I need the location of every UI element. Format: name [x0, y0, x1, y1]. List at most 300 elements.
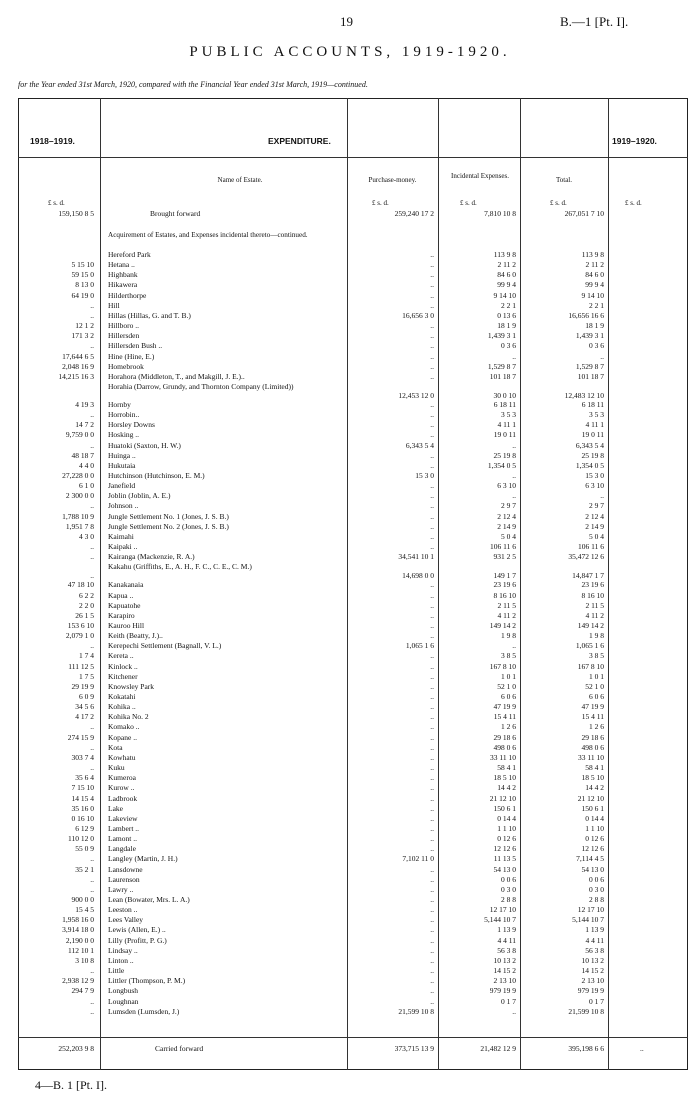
- page-header: [0, 14, 700, 32]
- estate-name: Kokatahi: [108, 692, 136, 701]
- brought-prev: 159,150 8 5: [58, 209, 94, 218]
- total-amount: 2 2 1: [589, 300, 604, 310]
- estate-name: Kohika No. 2: [108, 712, 149, 722]
- estate-name: Hosking ..: [108, 430, 140, 440]
- total-amount: 2 11 5: [585, 600, 604, 610]
- total-column-header: Total.: [555, 176, 573, 184]
- incidental-expenses: 106 11 6: [490, 542, 516, 552]
- prev-year-amount: 1,958 16 0: [62, 915, 94, 925]
- total-amount: 6,343 5 4: [575, 440, 604, 450]
- prev-year-amount: 1 7 5: [79, 671, 94, 681]
- total-amount: 1 2 6: [589, 722, 604, 732]
- prev-year-amount: 2,048 16 9: [62, 361, 94, 371]
- section-heading: Acquirement of Estates, and Expenses incidental thereto—continued.: [108, 231, 308, 239]
- purchase-money: ..: [430, 986, 434, 996]
- prev-year-amount: 303 7 4: [71, 752, 94, 762]
- estate-name: Kerepechi Settlement (Bagnall, V. L.): [108, 641, 222, 651]
- total-amount: 2 8 8: [589, 895, 604, 904]
- estate-name: Highbank: [108, 270, 138, 280]
- carried-total: 395,198 6 6: [568, 1044, 604, 1053]
- prev-year-amount: ..: [90, 440, 94, 450]
- estate-name: Kitchener: [108, 671, 138, 681]
- right-unit-label: £ s. d.: [625, 199, 642, 207]
- prev-year-amount: ..: [90, 552, 94, 562]
- incidental-expenses: 2 11 5: [497, 600, 516, 610]
- column-divider: [347, 98, 348, 1070]
- purchase-money: ..: [430, 531, 434, 541]
- incidental-expenses: 18 1 9: [497, 321, 516, 331]
- prev-year-amount: 5 15 10: [71, 260, 94, 270]
- prev-unit-label: £ s. d.: [48, 199, 65, 207]
- estate-name: Lindsay ..: [108, 945, 138, 955]
- incidental-expenses: 1,439 3 1: [487, 331, 516, 341]
- total-amount: 1 13 9: [585, 925, 604, 935]
- purchase-money: ..: [430, 722, 434, 732]
- incidental-expenses: 0 1 7: [501, 996, 516, 1006]
- total-amount: 35,472 12 6: [568, 552, 604, 562]
- total-amount: ..: [600, 491, 604, 501]
- total-amount: 5,144 10 7: [572, 915, 604, 925]
- total-amount: 2 9 7: [589, 501, 604, 511]
- purchase-money: ..: [430, 712, 434, 722]
- total-amount: 3 8 5: [589, 651, 604, 661]
- incidental-expenses: ..: [512, 471, 516, 480]
- incidental-expenses: 56 3 8: [497, 945, 516, 955]
- prev-year-amount: 111 12 5: [68, 661, 94, 671]
- total-rule: [18, 1037, 688, 1038]
- brought-total: 267,051 7 10: [564, 209, 604, 218]
- incidental-expenses: 2 12 4: [497, 511, 516, 521]
- column-divider: [438, 98, 439, 1070]
- total-amount: 1,529 8 7: [575, 361, 604, 371]
- estate-name: Jungle Settlement No. 1 (Jones, J. S. B.): [108, 511, 229, 521]
- purchase-money: ..: [430, 511, 434, 521]
- incidental-expenses: 2 2 1: [501, 300, 516, 310]
- incidental-expenses: ..: [512, 1006, 516, 1016]
- incidental-expenses: 2 9 7: [501, 501, 516, 511]
- estate-name: Kuku: [108, 763, 125, 773]
- prev-year-amount: 35 2 1: [75, 864, 94, 874]
- total-amount: 2 14 9: [585, 521, 604, 531]
- total-amount: 4 11 1: [585, 420, 604, 430]
- prev-year-amount: 1,951 7 8: [65, 521, 94, 531]
- prev-year-amount: 153 6 10: [67, 620, 94, 630]
- estate-name: Hetana ..: [108, 260, 135, 270]
- carried-label: Carried forward: [155, 1044, 204, 1053]
- purchase-money: ..: [430, 410, 434, 420]
- incidental-expenses: 1 9 8: [501, 631, 516, 641]
- prev-year-amount: 14,215 16 3: [58, 371, 94, 381]
- incidental-expenses: 15 4 11: [493, 712, 516, 722]
- total-amount: 4 4 11: [585, 935, 604, 945]
- incidental-expenses: 4 4 11: [497, 935, 516, 945]
- prev-year-amount: 112 10 1: [68, 945, 94, 955]
- incidental-expenses: 58 4 1: [497, 763, 516, 773]
- page-title: PUBLIC ACCOUNTS, 1919-1920.: [189, 44, 511, 60]
- purchase-money: ..: [430, 702, 434, 712]
- estate-name: Horahora (Middleton, T., and Makgill, J. E.)..: [108, 371, 245, 381]
- incidental-expenses: 931 2 5: [493, 552, 516, 562]
- prev-year-amount: 2,079 1 0: [65, 631, 94, 641]
- prev-year-amount: 1 7 4: [79, 651, 94, 661]
- incidental-expenses: ..: [512, 440, 516, 450]
- purchase-money: ..: [430, 651, 434, 661]
- purchase-money: ..: [430, 580, 434, 590]
- brought-label: Brought forward: [150, 209, 201, 218]
- estate-name: Janefield: [108, 481, 136, 491]
- incidental-expenses: 14 4 2: [497, 783, 516, 793]
- incidental-expenses: 1 2 6: [501, 722, 516, 732]
- estate-name: Kaipaki ..: [108, 542, 138, 552]
- purchase-money: ..: [430, 925, 434, 935]
- purchase-money: ..: [430, 752, 434, 762]
- prev-year-amount: 2 300 0 0: [65, 491, 94, 501]
- incidental-expenses: 979 19 9: [489, 986, 516, 996]
- prev-year-amount: 47 18 10: [67, 580, 94, 590]
- estate-name: Lewis (Allen, E.) ..: [108, 925, 166, 935]
- carried-purchase: 373,715 13 9: [394, 1044, 434, 1053]
- total-amount: 21,599 10 8: [568, 1006, 604, 1016]
- prev-year-amount: 17,644 6 5: [62, 351, 94, 361]
- incidental-expenses: 18 5 10: [493, 773, 516, 783]
- prev-year-amount: 2 2 0: [79, 600, 94, 610]
- purchase-money: ..: [430, 260, 434, 270]
- purchase-money: ..: [430, 351, 434, 361]
- incidental-expenses: 19 0 11: [493, 430, 516, 440]
- estate-name: Kumeroa: [108, 773, 136, 783]
- estate-name: Lakeview: [108, 813, 138, 823]
- total-amount: 58 4 1: [585, 763, 604, 773]
- page-reference: B.—1 [Pt. I].: [560, 14, 629, 29]
- total-amount: 150 6 1: [581, 803, 604, 813]
- estate-name: Hillersden Bush ..: [108, 341, 163, 351]
- estate-name: Keith (Beatty, J.)..: [108, 631, 163, 641]
- total-amount: 1,065 1 6: [575, 641, 604, 651]
- total-amount: 1 0 1: [589, 671, 604, 681]
- estate-name: Huinga ..: [108, 450, 136, 460]
- total-amount: ..: [600, 351, 604, 361]
- total-amount: 6 0 6: [589, 692, 604, 701]
- total-amount: 0 14 4: [585, 813, 604, 823]
- incidental-expenses: 2 13 10: [493, 976, 516, 986]
- purchase-money: ..: [430, 732, 434, 742]
- purchase-money: ..: [430, 620, 434, 630]
- estate-name: Lamont ..: [108, 834, 137, 844]
- incidental-expenses: 12 12 6: [493, 844, 516, 854]
- total-amount: 18 5 10: [581, 773, 604, 783]
- total-amount: 12 12 6: [581, 844, 604, 854]
- total-amount: 84 6 0: [585, 270, 604, 280]
- estate-name: Linton ..: [108, 955, 134, 965]
- estate-name: Kota: [108, 742, 123, 752]
- purchase-money: ..: [430, 610, 434, 620]
- purchase-money: ..: [430, 884, 434, 894]
- column-divider: [608, 98, 609, 1070]
- incidental-expenses: 14 15 2: [493, 966, 516, 976]
- total-amount: 2 11 2: [585, 260, 604, 270]
- total-amount: 2 12 4: [585, 511, 604, 521]
- incidental-expenses: 21 12 10: [489, 793, 516, 803]
- estate-name: Hutchinson (Hutchinson, E. M.): [108, 471, 205, 480]
- estate-name: Knowsley Park: [108, 681, 155, 691]
- estate-name: Kairanga (Mackenzie, R. A.): [108, 552, 195, 562]
- purchase-money: 7,102 11 0: [402, 854, 434, 864]
- total-amount: 2 13 10: [581, 976, 604, 986]
- prev-year-amount: ..: [90, 874, 94, 884]
- estate-name: Kohika ..: [108, 702, 136, 712]
- total-amount: 9 14 10: [581, 290, 604, 300]
- incidental-expenses: 6 0 6: [501, 692, 516, 701]
- incidental-expenses: 1,354 0 5: [487, 460, 516, 470]
- estate-name: Kereta ..: [108, 651, 134, 661]
- incidental-expenses: 10 13 2: [493, 955, 516, 965]
- purchase-money: ..: [430, 600, 434, 610]
- prev-year-amount: ..: [90, 410, 94, 420]
- prev-year-amount: 14 15 4: [71, 793, 94, 803]
- prev-year-amount: 6 0 9: [79, 692, 94, 701]
- prev-year-amount: 2,190 0 0: [65, 935, 94, 945]
- purchase-money: ..: [430, 905, 434, 915]
- estate-name: Hill: [108, 300, 120, 310]
- prev-year-amount: 4 17 2: [75, 712, 94, 722]
- purchase-money: ..: [430, 976, 434, 986]
- total-amount: 15 4 11: [581, 712, 604, 722]
- prev-year-amount: 2,938 12 9: [62, 976, 94, 986]
- purchase-money: ..: [430, 631, 434, 641]
- incidental-expenses: 3 8 5: [501, 651, 516, 661]
- total-amount: 6 3 10: [585, 481, 604, 491]
- incidental-expenses: 29 18 6: [493, 732, 516, 742]
- page-footer: 4—B. 1 [Pt. I].: [35, 1078, 107, 1092]
- incidental-expenses: ..: [512, 641, 516, 651]
- estate-name: Karapiro: [108, 610, 135, 620]
- prev-year-amount: 274 15 9: [67, 732, 94, 742]
- total-amount: 29 18 6: [581, 732, 604, 742]
- total-amount: 113 9 8: [581, 250, 604, 259]
- total-amount: 15 3 0: [585, 471, 604, 480]
- estate-name: Lumsden (Lumsden, J.): [108, 1006, 180, 1016]
- incidental-expenses: 5,144 10 7: [484, 915, 516, 925]
- total-amount: 52 1 0: [585, 681, 604, 691]
- purchase-money: ..: [430, 501, 434, 511]
- prev-year-amount: 48 18 7: [71, 450, 94, 460]
- estate-name: Lansdowne: [108, 864, 143, 874]
- incidental-expenses: 12 17 10: [489, 905, 516, 915]
- column-divider: [100, 98, 101, 1070]
- prev-year-amount: ..: [90, 722, 94, 732]
- prev-year-amount: ..: [90, 966, 94, 976]
- purchase-money: ..: [430, 895, 434, 904]
- prev-year-amount: 35 6 4: [75, 773, 94, 783]
- incidental-expenses: 52 1 0: [497, 681, 516, 691]
- prev-year-amount: 4 4 0: [79, 460, 94, 470]
- total-amount: 1,354 0 5: [575, 460, 604, 470]
- estate-name: Littler (Thompson, P. M.): [108, 976, 186, 986]
- purchase-money: ..: [430, 763, 434, 773]
- purchase-money: ..: [430, 420, 434, 430]
- total-amount: 0 1 7: [589, 996, 604, 1006]
- prev-year-amount: 14 7 2: [75, 420, 94, 430]
- incidental-expenses: 2 14 9: [497, 521, 516, 531]
- incidental-expenses: 1 13 9: [497, 925, 516, 935]
- incidental-expenses: 2 8 8: [501, 895, 516, 904]
- total-amount: 0 0 6: [589, 874, 604, 884]
- total-amount: 149 14 2: [577, 620, 604, 630]
- prev-year-amount: ..: [90, 542, 94, 552]
- purchase-money: ..: [430, 915, 434, 925]
- estate-name: Hornby: [108, 399, 131, 409]
- total-amount: 54 13 0: [581, 864, 604, 874]
- total-amount: 5 0 4: [589, 531, 604, 541]
- prev-year-amount: 6 12 9: [75, 823, 94, 833]
- total-amount: 12,483 12 10: [564, 390, 604, 400]
- total-amount: 101 18 7: [577, 371, 604, 381]
- prev-year-amount: ..: [90, 1006, 94, 1016]
- estate-name: Lawry ..: [108, 884, 134, 894]
- estate-name: Komako ..: [108, 722, 140, 732]
- total-amount: 167 8 10: [577, 661, 604, 671]
- incidental-expenses: 5 0 4: [501, 531, 516, 541]
- total-amount: 1,439 3 1: [575, 331, 604, 341]
- total-amount: 1 9 8: [589, 631, 604, 641]
- prev-year-amount: 110 12 0: [68, 834, 94, 844]
- incidental-expenses: 8 16 10: [493, 590, 516, 600]
- prev-year-amount: 6 2 2: [79, 590, 94, 600]
- total-amount: 10 13 2: [581, 955, 604, 965]
- purchase-column-header: Purchase-money.: [368, 176, 417, 184]
- purchase-money: ..: [430, 935, 434, 945]
- total-amount: 33 11 10: [578, 752, 604, 762]
- purchase-money: ..: [430, 783, 434, 793]
- estate-name: Hereford Park: [108, 250, 151, 259]
- prev-year-amount: 8 13 0: [75, 280, 94, 290]
- incidental-expenses: 54 13 0: [493, 864, 516, 874]
- total-amount: 7,114 4 5: [576, 854, 604, 864]
- estate-name: Hillas (Hillas, G. and T. B.): [108, 310, 191, 320]
- prev-year-amount: ..: [90, 641, 94, 651]
- prev-year-amount: 9,759 0 0: [65, 430, 94, 440]
- incidental-expenses: 4 11 2: [497, 610, 516, 620]
- total-amount: 0 3 6: [589, 341, 604, 351]
- prev-year-amount: 34 5 6: [75, 702, 94, 712]
- prev-year-amount: 4 3 0: [79, 531, 94, 541]
- estate-name: Horrobin..: [108, 410, 140, 420]
- prev-year-amount: 171 3 2: [71, 331, 94, 341]
- prev-year-amount: 900 0 0: [71, 895, 94, 904]
- purchase-money: ..: [430, 692, 434, 701]
- prev-year-amount: 15 4 5: [75, 905, 94, 915]
- estate-name: Hillboro ..: [108, 321, 140, 331]
- prev-year-amount: ..: [90, 996, 94, 1006]
- carried-right: ..: [640, 1044, 644, 1053]
- estate-name: Kanakanaia: [108, 580, 144, 590]
- purchase-money: ..: [430, 300, 434, 310]
- purchase-money: ..: [430, 844, 434, 854]
- estate-name: Hine (Hine, E.): [108, 351, 155, 361]
- total-amount: 47 19 9: [581, 702, 604, 712]
- estate-name: Jungle Settlement No. 2 (Jones, J. S. B.): [108, 521, 229, 531]
- estate-name: Hilderthorpe: [108, 290, 147, 300]
- purchase-money: ..: [430, 542, 434, 552]
- purchase-money: ..: [430, 813, 434, 823]
- prev-year-amount: ..: [90, 300, 94, 310]
- total-amount: 3 5 3: [589, 410, 604, 420]
- purchase-money: 16,656 3 0: [402, 310, 434, 320]
- column-divider: [520, 98, 521, 1070]
- carried-incidental: 21,482 12 9: [480, 1044, 516, 1053]
- incidental-unit-label: £ s. d.: [460, 199, 477, 207]
- purchase-money: ..: [430, 521, 434, 531]
- estate-name: Langdale: [108, 844, 136, 854]
- prev-year-amount: ..: [90, 884, 94, 894]
- prev-year-amount: 27,228 0 0: [62, 471, 94, 480]
- incidental-expenses: 150 6 1: [493, 803, 516, 813]
- current-year-heading: 1919–1920.: [612, 136, 657, 146]
- incidental-expenses: 1 0 1: [501, 671, 516, 681]
- incidental-expenses: 11 13 5: [493, 854, 516, 864]
- total-amount: 1 1 10: [585, 823, 604, 833]
- incidental-expenses: 4 11 1: [497, 420, 516, 430]
- incidental-expenses: 0 14 4: [497, 813, 516, 823]
- estate-name: Kakahu (Griffiths, E., A. H., F. C., C. E., C. M.): [108, 562, 252, 572]
- incidental-expenses: 84 6 0: [497, 270, 516, 280]
- estate-name: Kowhatu: [108, 752, 136, 762]
- estate-name: Huatoki (Saxton, H. W.): [108, 440, 181, 450]
- incidental-expenses: 1 1 10: [497, 823, 516, 833]
- prev-year-amount: 7 15 10: [71, 783, 94, 793]
- prev-year-amount: 29 19 9: [71, 681, 94, 691]
- prev-year-amount: 3 10 8: [75, 955, 94, 965]
- purchase-money: ..: [430, 955, 434, 965]
- purchase-money: ..: [430, 331, 434, 341]
- incidental-expenses: 0 0 6: [501, 874, 516, 884]
- incidental-expenses: 9 14 10: [493, 290, 516, 300]
- incidental-expenses: 149 14 2: [489, 620, 516, 630]
- page-subtitle: for the Year ended 31st March, 1920, compared with the Financial Year ended 31st March, 1919—continued.: [18, 80, 368, 89]
- incidental-column-header: Incidental Expenses.: [451, 172, 509, 180]
- purchase-money: ..: [430, 803, 434, 813]
- total-unit-label: £ s. d.: [550, 199, 567, 207]
- purchase-money: ..: [430, 671, 434, 681]
- incidental-expenses: 0 13 6: [497, 310, 516, 320]
- purchase-money: ..: [430, 321, 434, 331]
- purchase-money: 34,541 10 1: [398, 552, 434, 562]
- brought-incidental: 7,810 10 8: [484, 209, 516, 218]
- prev-year-amount: ..: [90, 310, 94, 320]
- estate-name: Lambert ..: [108, 823, 140, 833]
- purchase-money: ..: [430, 399, 434, 409]
- purchase-money: ..: [430, 864, 434, 874]
- estate-name: Lilly (Profitt, P. G.): [108, 935, 167, 945]
- purchase-money: 15 3 0: [415, 471, 434, 480]
- estate-name: Kurow ..: [108, 783, 135, 793]
- purchase-money: 14,698 0 0: [402, 571, 434, 581]
- incidental-expenses: ..: [512, 491, 516, 501]
- estate-name: Little: [108, 966, 125, 976]
- prev-year-amount: 4 19 3: [75, 399, 94, 409]
- purchase-money: ..: [430, 681, 434, 691]
- total-amount: 18 1 9: [585, 321, 604, 331]
- purchase-money: ..: [430, 460, 434, 470]
- purchase-money: ..: [430, 491, 434, 501]
- purchase-money: ..: [430, 996, 434, 1006]
- estate-name: Horsley Downs: [108, 420, 155, 430]
- incidental-expenses: 0 3 0: [501, 884, 516, 894]
- estate-name: Joblin (Joblin, A. E.): [108, 491, 171, 501]
- incidental-expenses: 101 18 7: [489, 371, 516, 381]
- prev-year-amount: 55 0 9: [75, 844, 94, 854]
- incidental-expenses: 3 5 3: [501, 410, 516, 420]
